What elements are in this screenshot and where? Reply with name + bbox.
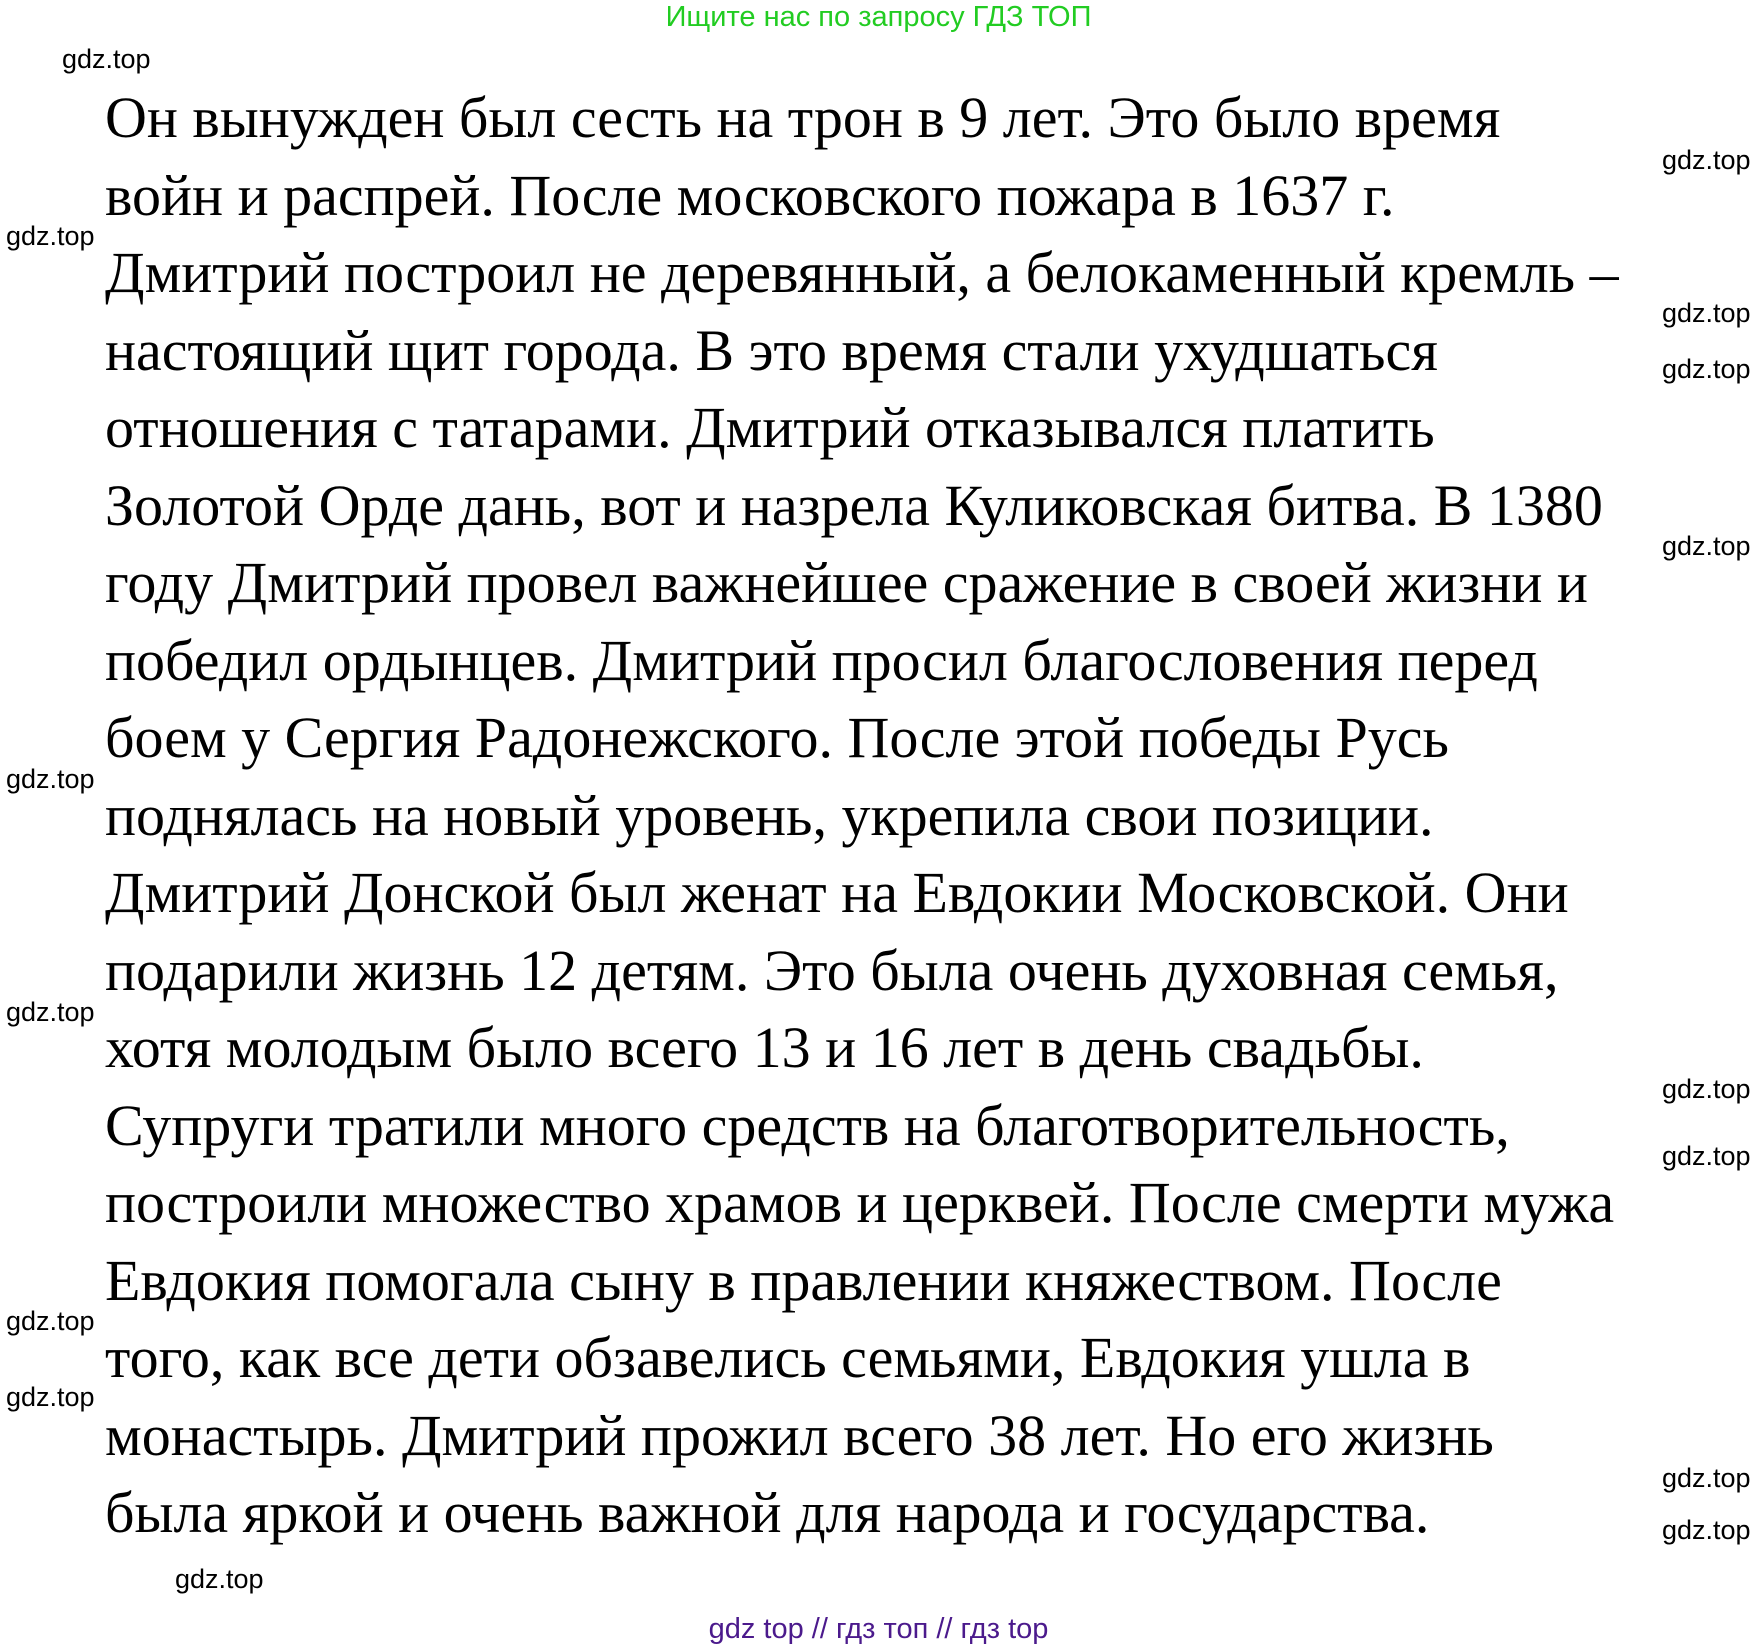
watermark-label: gdz.top [1662,145,1751,175]
text-line: хотя молодым было всего 13 и 16 лет в день свадьбы. [105,1015,1424,1080]
watermark-label: gdz.top [1662,1515,1751,1545]
text-line: боем у Сергия Радонежского. После этой победы Русь [105,705,1449,770]
footer-watermark: gdz top // гдз топ // гдз top [708,1613,1049,1645]
text-line: войн и распрей. После московского пожара в 1637 г. [105,162,1395,228]
watermark-label: gdz.top [1662,298,1751,328]
watermark-label: gdz.top [6,221,95,251]
watermark-label: gdz.top [62,44,151,74]
watermark-label: gdz.top [6,764,95,794]
watermark-label: gdz.top [1662,1463,1751,1493]
text-line: того, как все дети обзавелись семьями, Евдокия ушла в [105,1325,1471,1390]
search-hint-banner: Ищите нас по запросу ГДЗ ТОП [665,1,1092,33]
text-line: поднялась на новый уровень, укрепила свои позиции. [105,782,1434,848]
watermark-label: gdz.top [1662,354,1751,384]
watermark-label: gdz.top [1662,1074,1751,1104]
text-line: монастырь. Дмитрий прожил всего 38 лет. Но его жизнь [105,1402,1494,1468]
watermark-label: gdz.top [175,1564,264,1594]
text-line: Он вынужден был сесть на трон в 9 лет. Это было время [105,85,1501,150]
watermark-label: gdz.top [6,1306,95,1336]
watermark-label: gdz.top [1662,531,1751,561]
text-line: году Дмитрий провел важнейшее сражение в своей жизни и [105,550,1588,615]
essay-text [105,79,1619,1552]
text-line: построили множество храмов и церквей. После смерти мужа [105,1170,1615,1235]
text-line: Евдокия помогала сыну в правлении княжеством. После [105,1247,1502,1313]
watermark-label: gdz.top [6,997,95,1027]
text-line: Дмитрий построил не деревянный, а белокаменный кремль – [105,240,1619,305]
watermark-label: gdz.top [6,1382,95,1412]
text-line: была яркой и очень важной для народа и государства. [105,1480,1430,1545]
watermark-label: gdz.top [1662,1141,1751,1171]
text-line: отношения с татарами. Дмитрий отказывался платить [105,395,1435,460]
text-line: Золотой Орде дань, вот и назрела Куликовская битва. В 1380 [105,472,1603,538]
text-line: победил ордынцев. Дмитрий просил благословения перед [105,627,1538,693]
text-line: подарили жизнь 12 детям. Это была очень духовная семья, [105,937,1559,1003]
text-line: настоящий щит города. В это время стали ухудшаться [105,317,1438,383]
text-line: Дмитрий Донской был женат на Евдокии Московской. Они [105,860,1569,925]
text-line: Супруги тратили много средств на благотворительность, [105,1092,1510,1158]
